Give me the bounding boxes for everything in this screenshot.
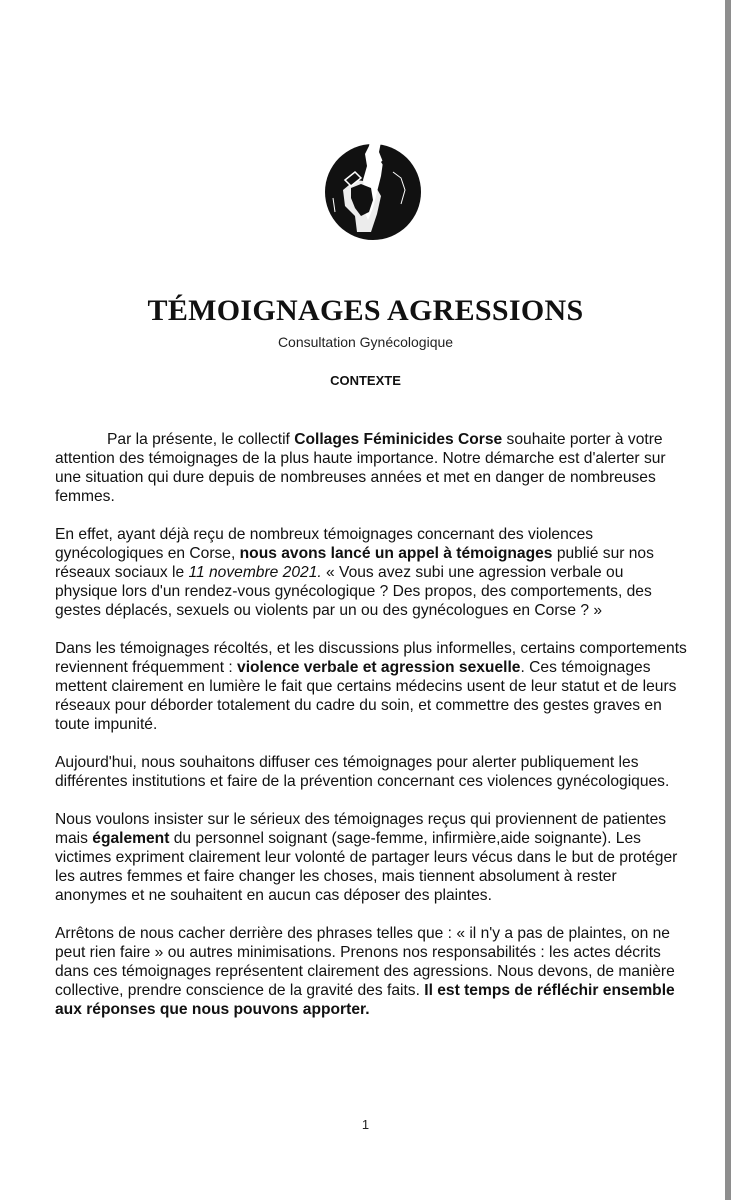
text-run: . Ces témoignages mettent clairement en lumière le fait que certains médecins usent de leur statut et de leurs réseaux pour déborder totalement du cadre du soin, et commettre des gestes graves en toute impunité. bbox=[55, 659, 677, 733]
paragraph-purpose bbox=[55, 753, 687, 791]
document-title: TÉMOIGNAGES AGRESSIONS bbox=[147, 294, 584, 327]
paragraph-call-to-action bbox=[55, 924, 687, 1019]
section-heading: CONTEXTE bbox=[330, 373, 401, 388]
text-run: « Vous avez subi une agression verbale ou physique lors d'un rendez-vous gynécologique ? Des propos, des comportements, des gestes déplacés, sexuels ou violents par un ou des gynécologues en Corse ? » bbox=[55, 564, 652, 619]
collective-logo bbox=[321, 132, 425, 242]
text-run: Arrêtons de nous cacher derrière des phrases telles que : « il n'y a pas de plaintes, on ne peut rien faire » ou autres minimisations. Prenons nos responsabilités : les actes décrits dans ces témoignages représentent clairement des agressions. Nous devons, de manière collective, prendre conscience de la gravité des faits. bbox=[55, 925, 675, 999]
document-subtitle: Consultation Gynécologique bbox=[277, 334, 454, 350]
bold-text: également bbox=[92, 830, 170, 847]
bold-text: violence verbale et agression sexuelle bbox=[237, 659, 521, 676]
page-number: 1 bbox=[361, 1117, 370, 1132]
bold-text: nous avons lancé un appel à témoignages bbox=[239, 545, 553, 562]
text-run: souhaite porter à votre attention des témoignages de la plus haute importance. Notre démarche est d'alerter sur une situation qui dure depuis de nombreuses années et met en danger de nombreuses femmes. bbox=[55, 431, 666, 505]
bold-text: Collages Féminicides Corse bbox=[294, 431, 503, 448]
italic-text: 11 novembre 2021. bbox=[188, 564, 322, 581]
paragraph-intro bbox=[55, 430, 687, 506]
text-run: Nous voulons insister sur le sérieux des témoignages reçus qui proviennent de patientes mais bbox=[55, 811, 667, 847]
text-run: Par la présente, le collectif bbox=[107, 431, 295, 448]
document-body bbox=[55, 430, 687, 1038]
paragraph-findings bbox=[55, 639, 687, 734]
text-run: En effet, ayant déjà reçu de nombreux témoignages concernant des violences gynécologiques en Corse, bbox=[55, 526, 594, 562]
text-run: du personnel soignant (sage-femme, infirmière,aide soignante). Les victimes expriment clairement leur volonté de partager leurs vécus dans le but de protéger les autres femmes et faire changer les choses, mais tiennent absolument à rester anonymes et ne souhaitent en aucun cas déposer des plaintes. bbox=[55, 830, 678, 904]
page-edge bbox=[725, 0, 731, 1200]
text-run: Dans les témoignages récoltés, et les discussions plus informelles, certains comportements reviennent fréquemment : bbox=[55, 640, 687, 676]
paragraph-appeal bbox=[55, 525, 687, 620]
paragraph-sources bbox=[55, 810, 687, 905]
bold-text: Il est temps de réfléchir ensemble aux réponses que nous pouvons apporter. bbox=[55, 982, 675, 1018]
text-run: publié sur nos réseaux sociaux le bbox=[55, 545, 654, 581]
text-run: Aujourd'hui, nous souhaitons diffuser ces témoignages pour alerter publiquement les différentes institutions et faire de la prévention concernant ces violences gynécologiques. bbox=[55, 754, 670, 790]
